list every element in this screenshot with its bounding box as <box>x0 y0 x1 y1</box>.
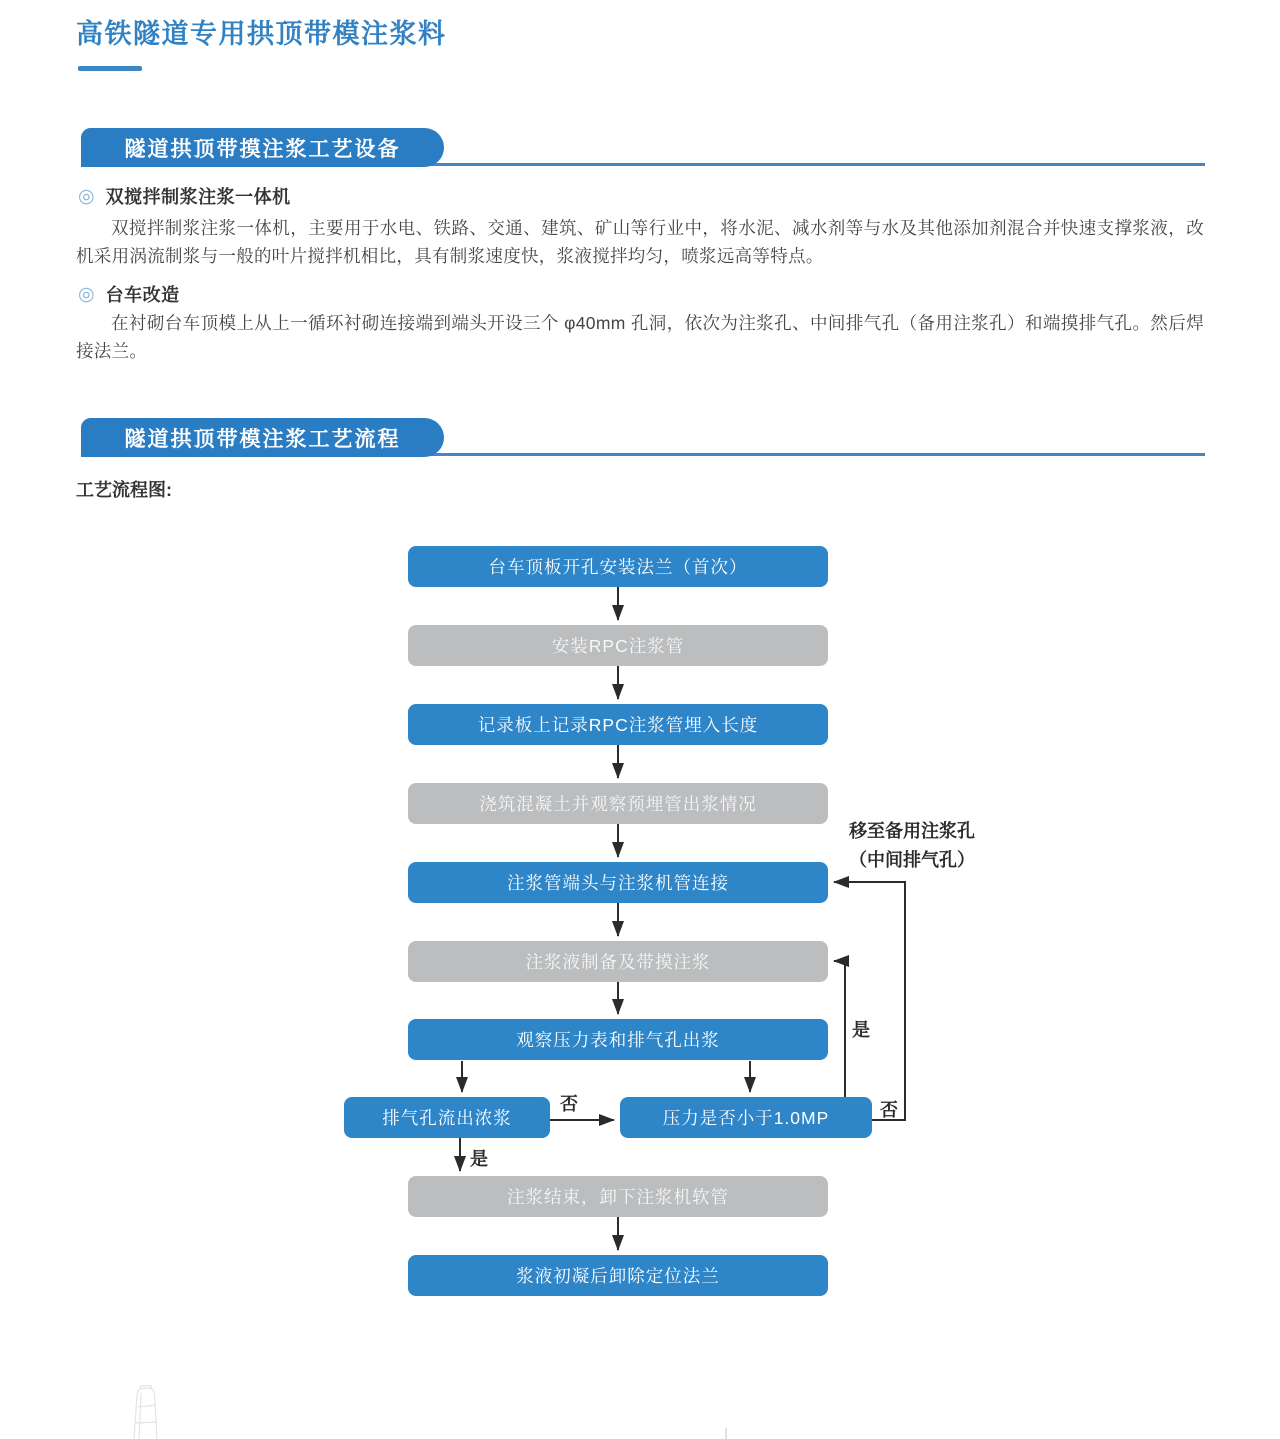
edge-label-no: 否 <box>880 1100 898 1120</box>
reroute-note-line2: （中间排气孔） <box>849 850 975 870</box>
edge-label-yes: 是 <box>470 1149 488 1169</box>
flow-decision-vent-slurry: 排气孔流出浓浆 <box>344 1097 550 1138</box>
reroute-note <box>820 817 1004 875</box>
bullet-item-trolley <box>78 281 180 307</box>
edge-label-no: 否 <box>560 1094 578 1114</box>
flow-step-drill-flange: 台车顶板开孔安装法兰（首次） <box>408 546 828 587</box>
flow-step-install-rpc-pipe: 安装RPC注浆管 <box>408 625 828 666</box>
flow-step-remove-flange: 浆液初凝后卸除定位法兰 <box>408 1255 828 1296</box>
section-banner-process: 隧道拱顶带模注浆工艺流程 <box>81 418 444 457</box>
flow-decision-pressure: 压力是否小于1.0MP <box>620 1097 872 1138</box>
edge-label-yes: 是 <box>852 1020 870 1040</box>
footer-faint-mark <box>725 1428 727 1439</box>
flow-step-pour-concrete: 浇筑混凝土并观察预埋管出浆情况 <box>408 783 828 824</box>
bullet-item-mixer <box>78 183 291 209</box>
bullet-heading: 双搅拌制浆注浆一体机 <box>105 187 291 207</box>
paragraph-trolley: 在衬砌台车顶模上从上一循环衬砌连接端到端头开设三个 φ40mm 孔洞，依次为注浆孔、中间排气孔（备用注浆孔）和端摸排气孔。然后焊接法兰。 <box>76 313 1204 361</box>
title-underline <box>78 66 142 71</box>
reroute-note-line1: 移至备用注浆孔 <box>849 821 975 841</box>
flow-step-prepare-grout: 注浆液制备及带摸注浆 <box>408 941 828 982</box>
ring-bullet-icon: ◎ <box>78 185 95 207</box>
flow-step-finish-grouting: 注浆结束，卸下注浆机软管 <box>408 1176 828 1217</box>
ring-bullet-icon: ◎ <box>78 283 95 305</box>
page-title: 高铁隧道专用拱顶带模注浆料 <box>76 19 447 49</box>
flowchart-caption: 工艺流程图: <box>76 480 172 500</box>
section-banner-equipment: 隧道拱顶带摸注浆工艺设备 <box>81 128 444 167</box>
bullet-heading: 台车改造 <box>105 285 180 305</box>
tower-watermark <box>124 1385 168 1439</box>
flow-step-observe-gauge: 观察压力表和排气孔出浆 <box>408 1019 828 1060</box>
flow-step-connect-pipe: 注浆管端头与注浆机管连接 <box>408 862 828 903</box>
flow-step-record-length: 记录板上记录RPC注浆管埋入长度 <box>408 704 828 745</box>
paragraph-mixer: 双搅拌制浆注浆一体机，主要用于水电、铁路、交通、建筑、矿山等行业中，将水泥、减水剂等与水及其他添加剂混合并快速支撑浆液，改机采用涡流制浆与一般的叶片搅拌机相比，具有制浆速度快，浆液搅拌均匀，喷浆远高等特点。 <box>76 218 1204 266</box>
